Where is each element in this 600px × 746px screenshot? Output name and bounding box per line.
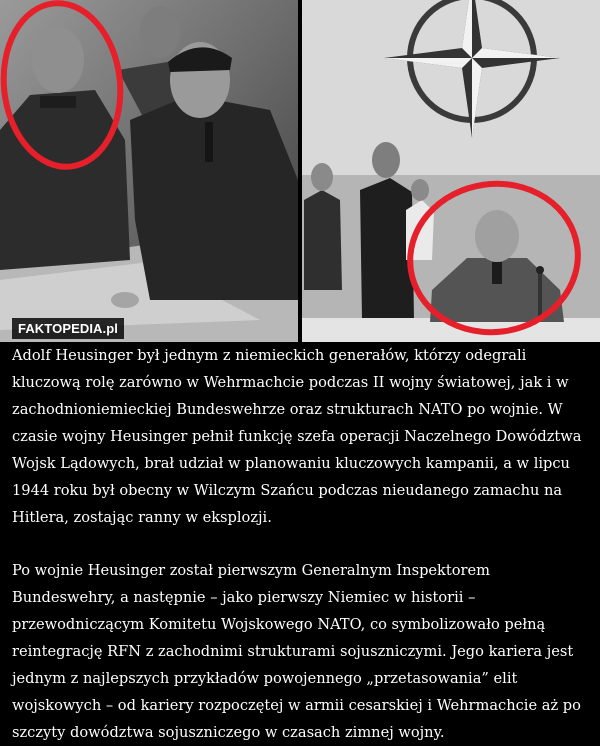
photo-nato-meeting-icon	[302, 0, 600, 342]
paragraph-gap	[12, 531, 590, 557]
photo-right-nato	[302, 0, 600, 342]
caption-paragraph-1: Adolf Heusinger był jednym z niemieckich generałów, którzy odegrali kluczową rolę zarówno w Wehrmachcie podczas II wojny światowej, jak i w zachodnioniemieckiej Bundeswehrze oraz strukturach NATO po wojnie. W czasie wojny Heusinger pełnił funkcję szefa operacji Naczelnego Dowództwa Wojsk Lądowych, brał udział w planowaniu kluczowych kampanii, a w lipcu 1944 roku był obecny w Wilczym Szańcu podczas nieudanego zamachu na Hitlera, zostając ranny w eksplozji.	[12, 347, 582, 526]
photo-collage	[0, 0, 600, 342]
photo-ww2-generals-icon	[0, 0, 298, 342]
photo-left-ww2	[0, 0, 298, 342]
caption-text	[0, 342, 600, 742]
faktopedia-watermark: FAKTOPEDIA.pl	[12, 318, 124, 339]
caption-paragraph-2: Po wojnie Heusinger został pierwszym Generalnym Inspektorem Bundeswehry, a następnie – jako pierwszy Niemiec w historii – przewodniczącym Komitetu Wojskowego NATO, co symbolizowało pełną reintegrację RFN z zachodnimi strukturami sojuszniczymi. Jego kariera jest jednym z najlepszych przykładów powojennego „przetasowania” elit wojskowych – od kariery rozpoczętej w armii cesarskiej i Wehrmachcie aż po szczyty dowództwa sojuszniczego w czasach zimnej wojny.	[12, 562, 581, 741]
